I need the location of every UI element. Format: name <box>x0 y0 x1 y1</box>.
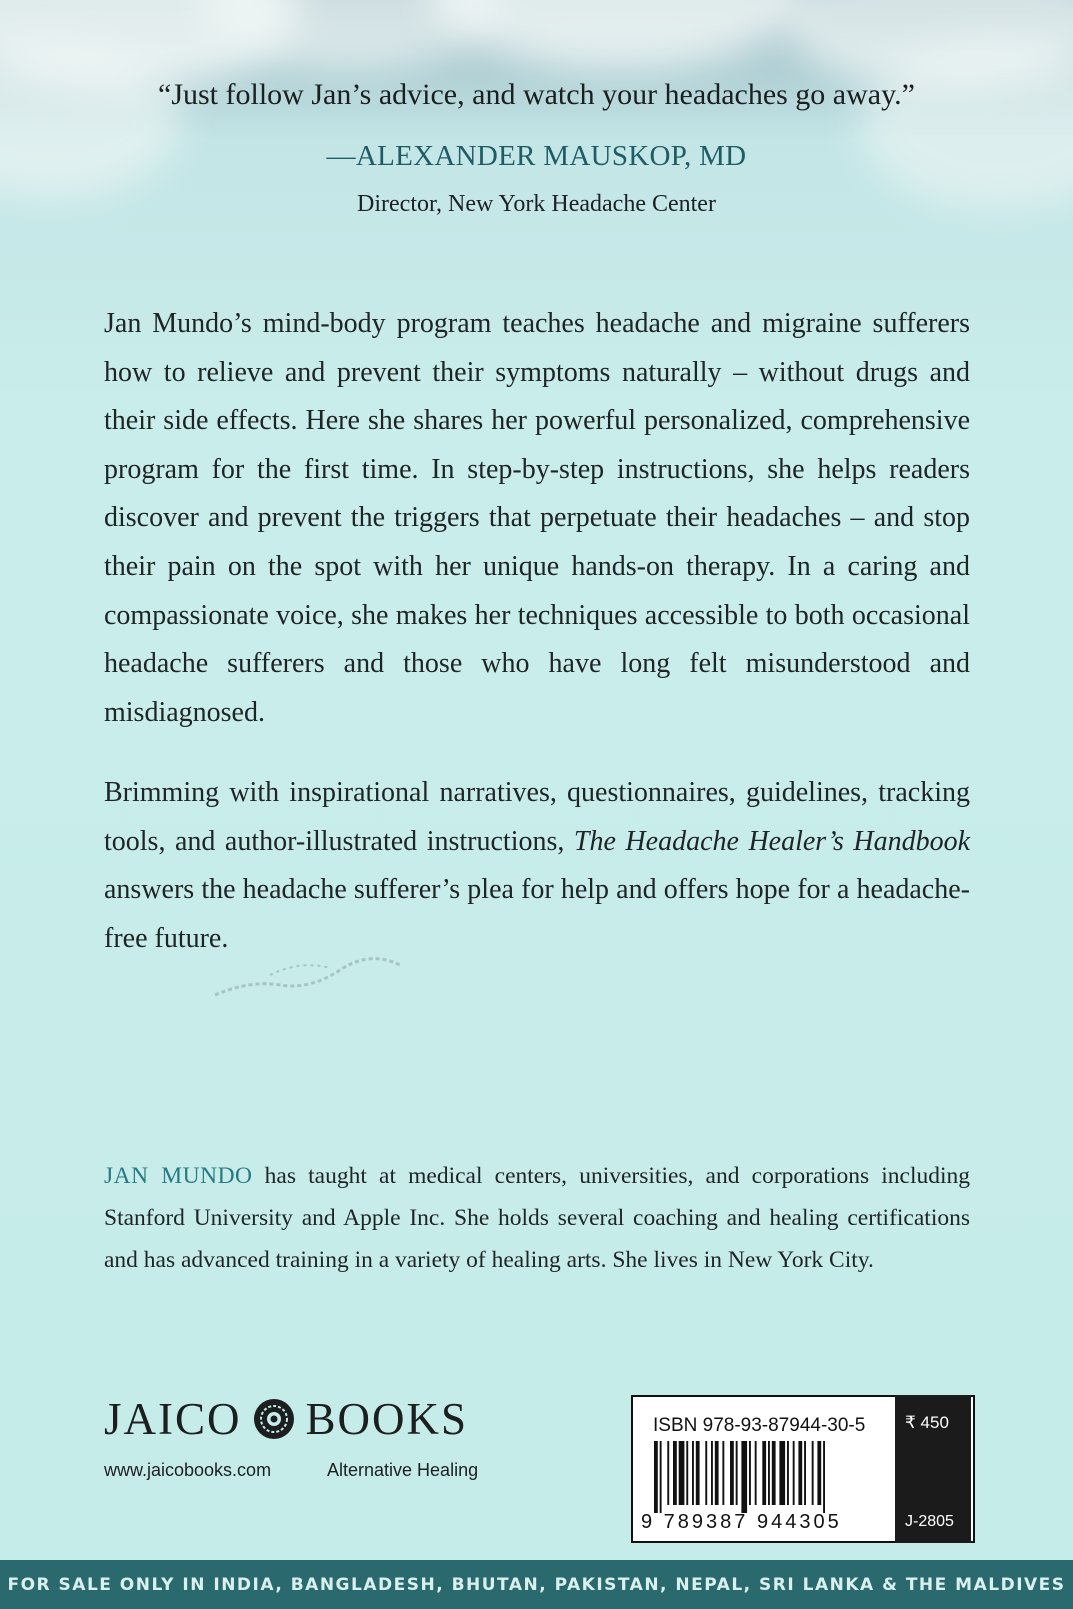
description-paragraph-1: Jan Mundo’s mind-body program teaches headache and migraine sufferers how to relieve and prevent their symptoms naturally – without drugs and their side effects. Here she shares her powerful personalized, comprehensive program for the first time. In step-by-step instructions, she helps readers discover and prevent the triggers that perpetuate their headaches – and stop their pain on the spot with her unique hands-on therapy. In a caring and compassionate voice, she makes her techniques accessible to both occasional headache sufferers and those who have long felt misunderstood and misdiagnosed. <box>104 308 970 728</box>
author-name: JAN MUNDO <box>104 1163 253 1189</box>
product-code: J-2805 <box>905 1513 954 1530</box>
barcode-bar <box>762 1441 766 1505</box>
barcode-bar <box>817 1441 821 1505</box>
barcode-digits: 9 789387 944305 <box>641 1511 842 1533</box>
sale-restriction-text: FOR SALE ONLY IN INDIA, BANGLADESH, BHUTAN, PAKISTAN, NEPAL, SRI LANKA & THE MALDIVES <box>7 1574 1066 1595</box>
barcode-bar <box>793 1441 795 1505</box>
book-category: Alternative Healing <box>327 1460 479 1480</box>
publisher-website: www.jaicobooks.com <box>104 1460 272 1480</box>
barcode-bar <box>812 1441 814 1505</box>
barcode-bar <box>755 1441 757 1505</box>
book-title: The Headache Healer’s Handbook <box>573 825 971 857</box>
barcode-bar <box>654 1441 658 1513</box>
barcode-bar <box>779 1441 785 1505</box>
barcode-bar <box>749 1441 751 1505</box>
endorsement-quote: “Just follow Jan’s advice, and watch your headaches go away.” <box>158 78 915 111</box>
paragraph-2-start: Brimming with inspirational narratives, questionnaires, guidelines, tracking tools, and author-illustrated instructions, <box>104 777 970 857</box>
publisher-name-right: BOOKS <box>305 1394 469 1444</box>
barcode-bar <box>772 1441 776 1505</box>
author-bio <box>104 1155 970 1281</box>
barcode-bar <box>705 1441 707 1505</box>
barcode-bar <box>823 1441 825 1513</box>
barcode-bar <box>741 1441 747 1513</box>
endorsement-role: Director, New York Headache Center <box>357 191 716 217</box>
price-label: ₹ 450 <box>905 1413 949 1432</box>
barcode-bar <box>804 1441 806 1505</box>
barcode-bar <box>768 1441 770 1505</box>
barcode-bar <box>715 1441 719 1505</box>
endorsement-author-name: —ALEXANDER MAUSKOP <box>326 140 684 172</box>
author-bio-text: has taught at medical centers, universities, and corporations including Stanford University and Apple Inc. She holds several coaching and healing certifications and has advanced training in a variety of healing arts. She lives in New York City. <box>104 1163 971 1273</box>
barcode-bar <box>673 1441 677 1505</box>
paragraph-2-end: answers the headache sufferer’s plea for help and offers hope for a headache-free future. <box>104 874 970 954</box>
barcode-bar <box>722 1441 724 1505</box>
barcode-bar <box>711 1441 713 1505</box>
barcode-bar <box>730 1441 734 1505</box>
pencil-smudge-mark <box>210 950 410 1010</box>
barcode-bar <box>736 1441 738 1505</box>
barcode-bar <box>679 1441 685 1505</box>
publisher-logo <box>104 1394 468 1444</box>
endorsement-author-suffix: , MD <box>684 140 747 172</box>
barcode-bar <box>798 1441 802 1505</box>
endorsement-author <box>0 140 1073 173</box>
barcode-bar <box>667 1441 669 1505</box>
barcode-bar <box>692 1441 694 1505</box>
barcode-bar <box>696 1441 700 1505</box>
price-panel <box>895 1395 971 1543</box>
publisher-seal-icon <box>252 1397 296 1441</box>
publisher-name-left: JAICO <box>104 1394 242 1444</box>
barcode-bar <box>686 1441 688 1505</box>
description-paragraph-2 <box>104 769 970 963</box>
sale-restriction-banner <box>0 1560 1073 1609</box>
isbn-label: ISBN 978-93-87944-30-5 <box>653 1415 866 1436</box>
barcode-bar <box>660 1441 662 1513</box>
barcode-icon <box>654 1441 874 1513</box>
barcode-bar <box>787 1441 789 1505</box>
